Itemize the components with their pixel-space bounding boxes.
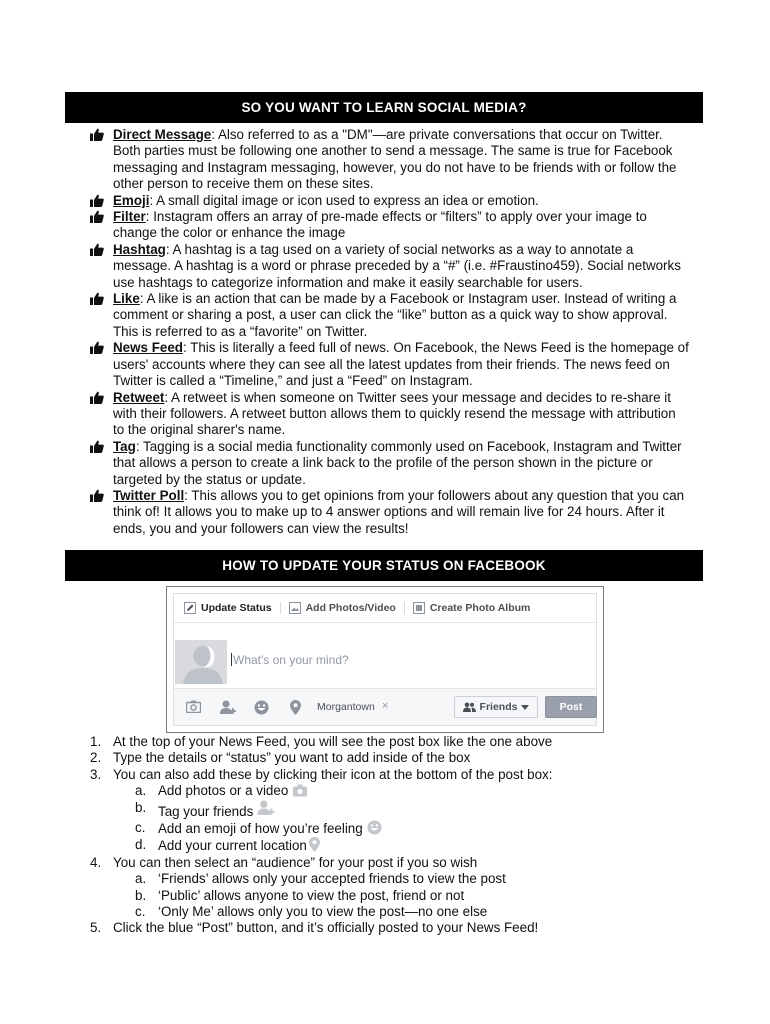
glossary-item [90,193,690,209]
sub-step-item [90,820,690,837]
step-text: ‘Public’ allows anyone to view the post, friend or not [158,887,465,903]
step-text: You can also add these by clicking their icon at the bottom of the post box: [113,766,553,782]
glossary-item [90,488,690,537]
step-text: Add photos or a video [158,783,289,799]
term-twitter-poll: Twitter Poll [113,487,185,503]
term-direct-message: Direct Message [113,127,212,142]
composer-body [174,623,596,689]
avatar [175,640,227,684]
status-placeholder: What's on your mind? [233,653,349,667]
step-item [90,750,690,766]
term-definition: : This allows you to get opinions from your followers about any question that you can think of! It allows you to make up to 4 answer options and will remain live for 24 hours. After it ends, you and your followers can view the results! [113,487,685,536]
term-definition: : Instagram offers an array of pre-made effects or “filters” to apply over your image to change the color or enhance the image [113,209,647,241]
step-text: Add an emoji of how you’re feeling [158,821,363,837]
chevron-down-icon [521,705,529,710]
glossary-item [90,291,690,340]
pencil-icon [184,602,196,614]
term-definition: : Also referred to as a "DM"—are private conversations that occur on Twitter. Both parties must be following one another to send a message. The same is true for Facebook messaging and Instagram messaging, however, you do not have to be friends with or follow the other person to receive them on these sites. [113,127,677,192]
step-text: ‘Friends’ allows only your accepted friends to view the post [158,871,506,887]
text-caret [231,653,232,666]
status-input[interactable] [231,653,349,667]
term-news-feed: News Feed [113,340,183,356]
sub-step-letter: b. [135,887,147,903]
thumbs-up-icon [90,194,104,207]
tab-add-photos-video[interactable] [280,602,404,614]
tab-update-status[interactable] [184,602,280,614]
step-text: At the top of your News Feed, you will see the post box like the one above [113,734,553,749]
step-text: Type the details or “status” you want to add inside of the box [113,750,471,766]
glossary-item [90,127,690,193]
tag-friends-icon[interactable] [220,700,238,715]
sub-step-item [90,888,690,904]
step-item [90,920,690,936]
composer [173,593,597,726]
audience-label: Friends [479,701,518,713]
thumbs-up-icon [90,210,104,223]
glossary-item [90,390,690,439]
thumbs-up-icon [90,391,104,404]
thumbs-up-icon [90,489,104,502]
photo-icon [289,602,301,614]
step-text: You can then select an “audience” for your post if you so wish [113,854,478,870]
thumbs-up-icon [90,440,104,453]
term-definition: : A like is an action that can be made by a Facebook or Instagram user. Instead of writing a comment or sharing a post, a user can click the “like” button as a quick way to show approval. This is referred to as a “favorite” on Twitter. [113,291,677,339]
thumbs-up-icon [90,128,104,141]
sub-step-letter: c. [135,820,146,836]
term-hashtag: Hashtag [113,241,166,257]
album-icon [413,602,425,614]
sub-step-letter: d. [135,837,147,853]
thumbs-up-icon [90,341,104,354]
thumbs-up-icon [90,292,104,305]
composer-tabs [174,594,596,623]
glossary-item [90,439,690,488]
term-definition: : A hashtag is a tag used on a variety of social networks as a way to annotate a message. A hashtag is a word or phrase preceded by a “#” (i.e. #Fraustino459). Social networks use hashtags to categorize information and make it easily searchable for users. [113,241,681,290]
audience-selector[interactable] [454,696,538,718]
location-pin-icon[interactable] [290,700,301,715]
term-definition: : A retweet is when someone on Twitter sees your message and decides to re-share it with their followers. A retweet button allows them to quickly resend the message with attribution to the original sharer's name. [113,389,676,438]
sub-step-item [90,904,690,920]
term-emoji: Emoji [113,192,150,208]
step-number: 4. [90,854,102,870]
glossary-list [90,127,690,537]
profile-silhouette-icon [175,640,227,684]
composer-footer [174,688,596,725]
step-item [90,855,690,871]
term-retweet: Retweet [113,389,165,405]
step-number: 1. [90,734,102,749]
sub-step-letter: a. [135,871,147,887]
glossary-item [90,209,690,242]
step-item [90,767,690,783]
glossary-item [90,340,690,389]
step-text: Tag your friends [158,803,254,819]
step-number: 3. [90,766,102,782]
term-filter: Filter [113,209,146,225]
facebook-post-box-screenshot [166,586,604,733]
thumbs-up-icon [90,243,104,256]
sub-step-item [90,871,690,887]
camera-icon[interactable] [186,700,201,713]
term-definition: : Tagging is a social media functionality commonly used on Facebook, Instagram and Twitter that allows a person to create a link back to the profile of the person shown in the picture or targeted by the status or update. [113,438,682,487]
term-definition: : This is literally a feed full of news. On Facebook, the News Feed is the homepage of users' accounts where they can see all the latest updates from their friends. The news feed on Twitter is called a “Timeline,” and just a “Feed” on Instagram. [113,340,689,389]
step-number: 2. [90,750,102,766]
term-tag: Tag [113,438,136,454]
location-pin-icon [309,837,320,852]
sub-step-letter: c. [135,904,146,920]
tab-label: Update Status [201,602,272,614]
sub-step-item [90,783,690,799]
sub-step-item [90,800,690,820]
emoji-icon [367,820,382,835]
step-text: Add your current location [158,838,307,854]
post-button[interactable]: Post [545,696,597,718]
step-text: ‘Only Me’ allows only you to view the post—no one else [158,904,488,920]
sub-step-letter: b. [135,799,147,815]
step-number: 5. [90,920,102,936]
location-label: Morgantown [317,701,375,713]
tab-label: Add Photos/Video [305,602,396,614]
glossary-item [90,242,690,291]
term-definition: : A small digital image or icon used to express an idea or emotion. [149,192,539,208]
tag-friends-icon [257,800,277,816]
section-heading-facebook-status: HOW TO UPDATE YOUR STATUS ON FACEBOOK [65,550,703,581]
term-like: Like [113,291,140,307]
section-heading-social-media: SO YOU WANT TO LEARN SOCIAL MEDIA? [65,92,703,123]
tab-label: Create Photo Album [429,602,531,614]
emoji-icon[interactable] [254,700,269,715]
instructions-list [90,734,690,937]
remove-location-button[interactable]: × [382,700,389,712]
camera-icon [292,784,308,797]
tab-create-photo-album[interactable] [404,602,539,614]
sub-step-item [90,837,690,854]
step-text: Click the blue “Post” button, and it’s officially posted to your News Feed! [113,920,539,936]
sub-step-letter: a. [135,783,147,799]
step-item [90,734,690,750]
friends-icon [463,702,476,712]
